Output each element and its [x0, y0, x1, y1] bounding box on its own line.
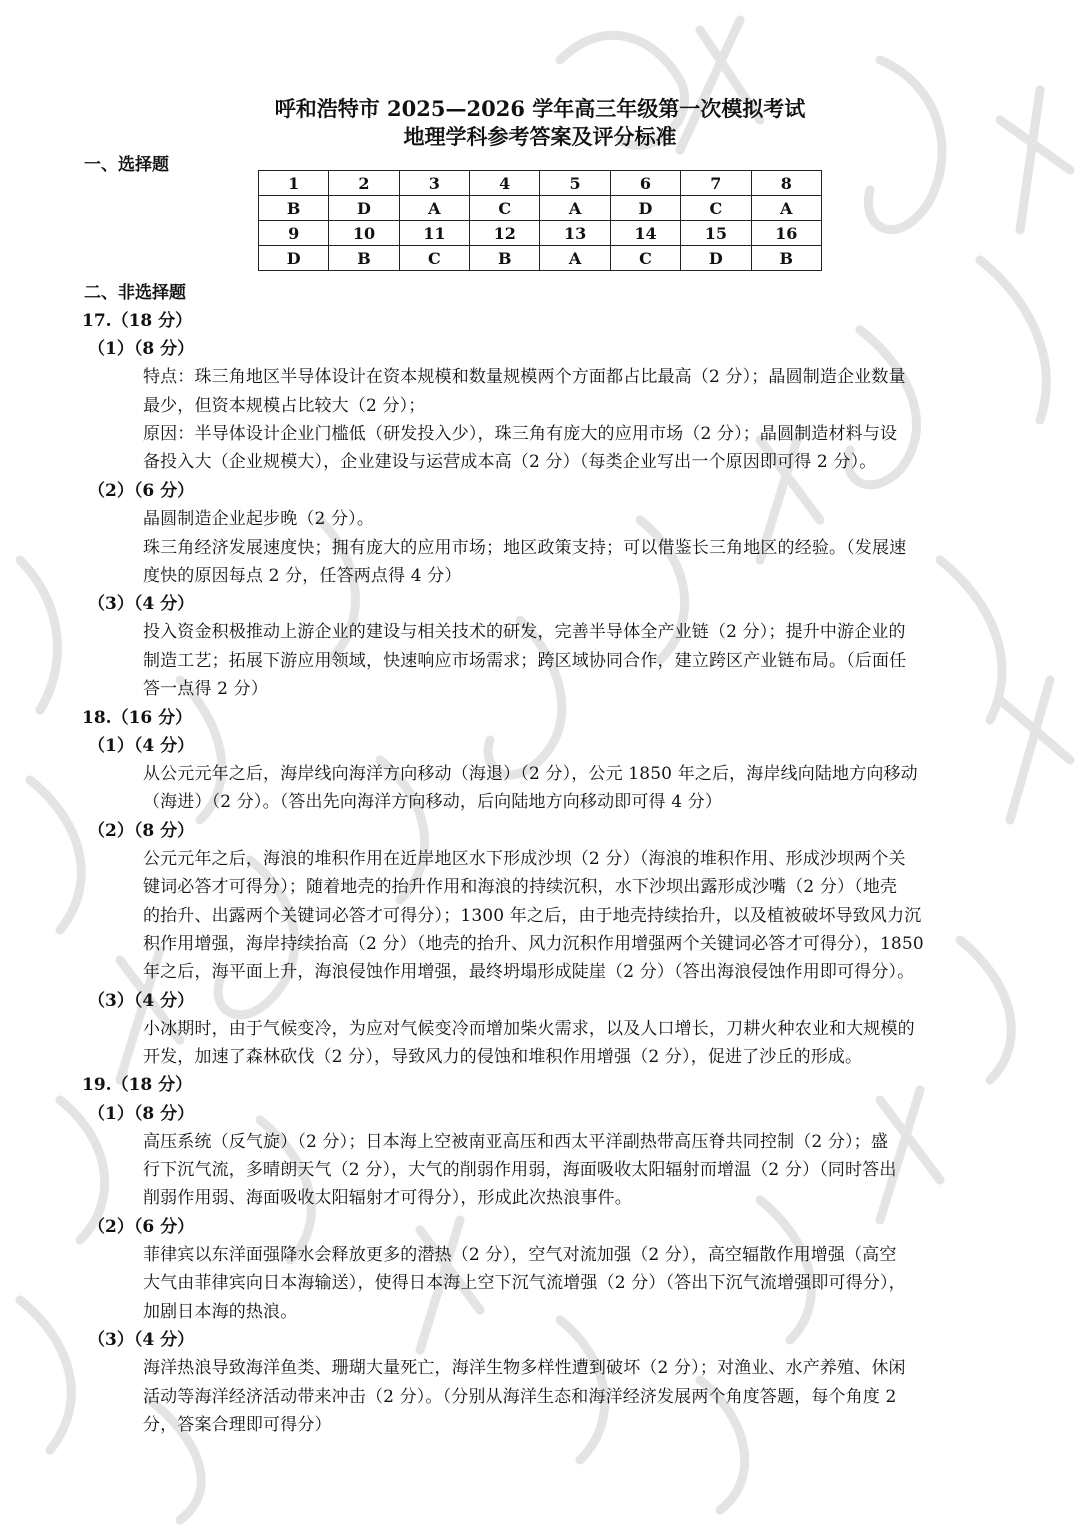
q19-part3-line: 活动等海洋经济活动带来冲击（2 分）。（分别从海洋生态和海洋经济发展两个角度答题，每个角度 2: [143, 1387, 897, 1407]
q17-part2-line: 晶圆制造企业起步晚（2 分）。: [143, 509, 374, 529]
section-heading-nonchoice: 二、非选择题: [84, 283, 186, 303]
answer-cell: D: [259, 246, 329, 271]
question-number-cell: 14: [610, 221, 680, 246]
page-subtitle: 地理学科参考答案及评分标准: [403, 124, 677, 149]
q18-part3-line: 开发，加速了森林砍伐（2 分），导致风力的侵蚀和堆积作用增强（2 分），促进了沙丘的形成。: [143, 1047, 863, 1067]
q18-part2-line: 的抬升、出露两个关键词必答才可得分）；1300 年之后，由于地壳持续抬升，以及植被破坏导致风力沉: [143, 906, 922, 926]
question-18-header: 18.（16 分）: [82, 708, 193, 728]
q19-part1-line: 高压系统（反气旋）（2 分）；日本海上空被南亚高压和西太平洋副热带高压脊共同控制（2 分）；盛: [143, 1132, 888, 1152]
answer-table-question-row: [259, 221, 822, 246]
question-number-cell: 4: [470, 171, 540, 196]
q17-part2-line: 度快的原因每点 2 分，任答两点得 4 分）: [143, 566, 462, 586]
answer-cell: C: [681, 196, 751, 221]
q17-part3-line: 制造工艺；拓展下游应用领域，快速响应市场需求；跨区域协同合作，建立跨区产业链布局。（后面任: [143, 651, 907, 671]
question-number-cell: 1: [259, 171, 329, 196]
answer-cell: A: [751, 196, 821, 221]
question-number-cell: 7: [681, 171, 751, 196]
question-number-cell: 16: [751, 221, 821, 246]
q19-part3-line: 海洋热浪导致海洋鱼类、珊瑚大量死亡，海洋生物多样性遭到破坏（2 分）；对渔业、水产养殖、休闲: [143, 1358, 906, 1378]
answer-cell: C: [399, 246, 469, 271]
answer-cell: D: [681, 246, 751, 271]
q19-part2-line: 加剧日本海的热浪。: [143, 1302, 298, 1322]
q17-part3-line: 投入资金积极推动上游企业的建设与相关技术的研发，完善半导体全产业链（2 分）；提升中游企业的: [143, 622, 906, 642]
q18-part1-label: （1）（4 分）: [88, 736, 195, 756]
answer-table-question-row: [259, 171, 822, 196]
section-heading-choice: 一、选择题: [84, 155, 169, 175]
answer-cell: B: [329, 246, 399, 271]
q18-part2-line: 键词必答才可得分）；随着地壳的抬升作用和海浪的持续沉积，水下沙坝出露形成沙嘴（2 分）（地壳: [143, 877, 898, 897]
q19-part2-label: （2）（6 分）: [88, 1217, 195, 1237]
question-number-cell: 15: [681, 221, 751, 246]
answer-table: [258, 170, 822, 271]
q19-part3-line: 分，答案合理即可得分）: [143, 1415, 332, 1435]
answer-cell: D: [610, 196, 680, 221]
question-number-cell: 11: [399, 221, 469, 246]
q17-part3-line: 答一点得 2 分）: [143, 679, 268, 699]
q18-part1-line: （海进）（2 分）。（答出先向海洋方向移动，后向陆地方向移动即可得 4 分）: [143, 792, 723, 812]
answer-cell: B: [751, 246, 821, 271]
answer-table-answer-row: [259, 246, 822, 271]
q18-part2-line: 年之后，海平面上升，海浪侵蚀作用增强，最终坍塌形成陡崖（2 分）（答出海浪侵蚀作用即可得分）。: [143, 962, 915, 982]
question-number-cell: 12: [470, 221, 540, 246]
answer-cell: A: [540, 246, 610, 271]
q18-part1-line: 从公元元年之后，海岸线向海洋方向移动（海退）（2 分），公元 1850 年之后，海岸线向陆地方向移动: [143, 764, 918, 784]
q17-part2-label: （2）（6 分）: [88, 481, 195, 501]
page-title: 呼和浩特市 2025—2026 学年高三年级第一次模拟考试: [274, 96, 806, 121]
answer-cell: A: [540, 196, 610, 221]
question-19-header: 19.（18 分）: [82, 1075, 193, 1095]
q19-part1-line: 削弱作用弱、海面吸收太阳辐射才可得分），形成此次热浪事件。: [143, 1188, 632, 1208]
q18-part2-line: 公元元年之后，海浪的堆积作用在近岸地区水下形成沙坝（2 分）（海浪的堆积作用、形成沙坝两个关: [143, 849, 906, 869]
question-17-header: 17.（18 分）: [82, 311, 193, 331]
answer-cell: C: [470, 196, 540, 221]
q19-part1-line: 行下沉气流，多晴朗天气（2 分），大气的削弱作用弱，海面吸收太阳辐射而增温（2 分）（同时答出: [143, 1160, 897, 1180]
q19-part1-label: （1）（8 分）: [88, 1104, 195, 1124]
answer-cell: C: [610, 246, 680, 271]
q17-part2-line: 珠三角经济发展速度快；拥有庞大的应用市场；地区政策支持；可以借鉴长三角地区的经验。（发展速: [143, 538, 907, 558]
answer-cell: A: [399, 196, 469, 221]
q17-part1-line: 最少，但资本规模占比较大（2 分）；: [143, 396, 426, 416]
question-number-cell: 8: [751, 171, 821, 196]
question-number-cell: 9: [259, 221, 329, 246]
q18-part2-line: 积作用增强，海岸持续抬高（2 分）（地壳的抬升、风力沉积作用增强两个关键词必答才可得分），1850: [143, 934, 924, 954]
question-number-cell: 13: [540, 221, 610, 246]
q19-part2-line: 菲律宾以东洋面强降水会释放更多的潜热（2 分），空气对流加强（2 分），高空辐散作用增强（高空: [143, 1245, 897, 1265]
answer-cell: B: [470, 246, 540, 271]
q17-part1-line: 特点：珠三角地区半导体设计在资本规模和数量规模两个方面都占比最高（2 分）；晶圆制造企业数量: [143, 367, 906, 387]
answer-cell: D: [329, 196, 399, 221]
q18-part3-line: 小冰期时，由于气候变冷，为应对气候变冷而增加柴火需求，以及人口增长，刀耕火种农业和大规模的: [143, 1019, 915, 1039]
q19-part3-label: （3）（4 分）: [88, 1330, 195, 1350]
question-number-cell: 2: [329, 171, 399, 196]
question-number-cell: 6: [610, 171, 680, 196]
answer-cell: B: [259, 196, 329, 221]
question-number-cell: 10: [329, 221, 399, 246]
q17-part1-line: 备投入大（企业规模大），企业建设与运营成本高（2 分）（每类企业写出一个原因即可得 2 分）。: [143, 452, 877, 472]
q17-part3-label: （3）（4 分）: [88, 594, 195, 614]
q17-part1-line: 原因：半导体设计企业门槛低（研发投入少），珠三角有庞大的应用市场（2 分）；晶圆制造材料与设: [143, 424, 898, 444]
q19-part2-line: 大气由菲律宾向日本海输送），使得日本海上空下沉气流增强（2 分）（答出下沉气流增强即可得分），: [143, 1273, 906, 1293]
q18-part2-label: （2）（8 分）: [88, 821, 195, 841]
question-number-cell: 3: [399, 171, 469, 196]
q17-part1-label: （1）（8 分）: [88, 339, 195, 359]
question-number-cell: 5: [540, 171, 610, 196]
answer-table-answer-row: [259, 196, 822, 221]
q18-part3-label: （3）（4 分）: [88, 991, 195, 1011]
